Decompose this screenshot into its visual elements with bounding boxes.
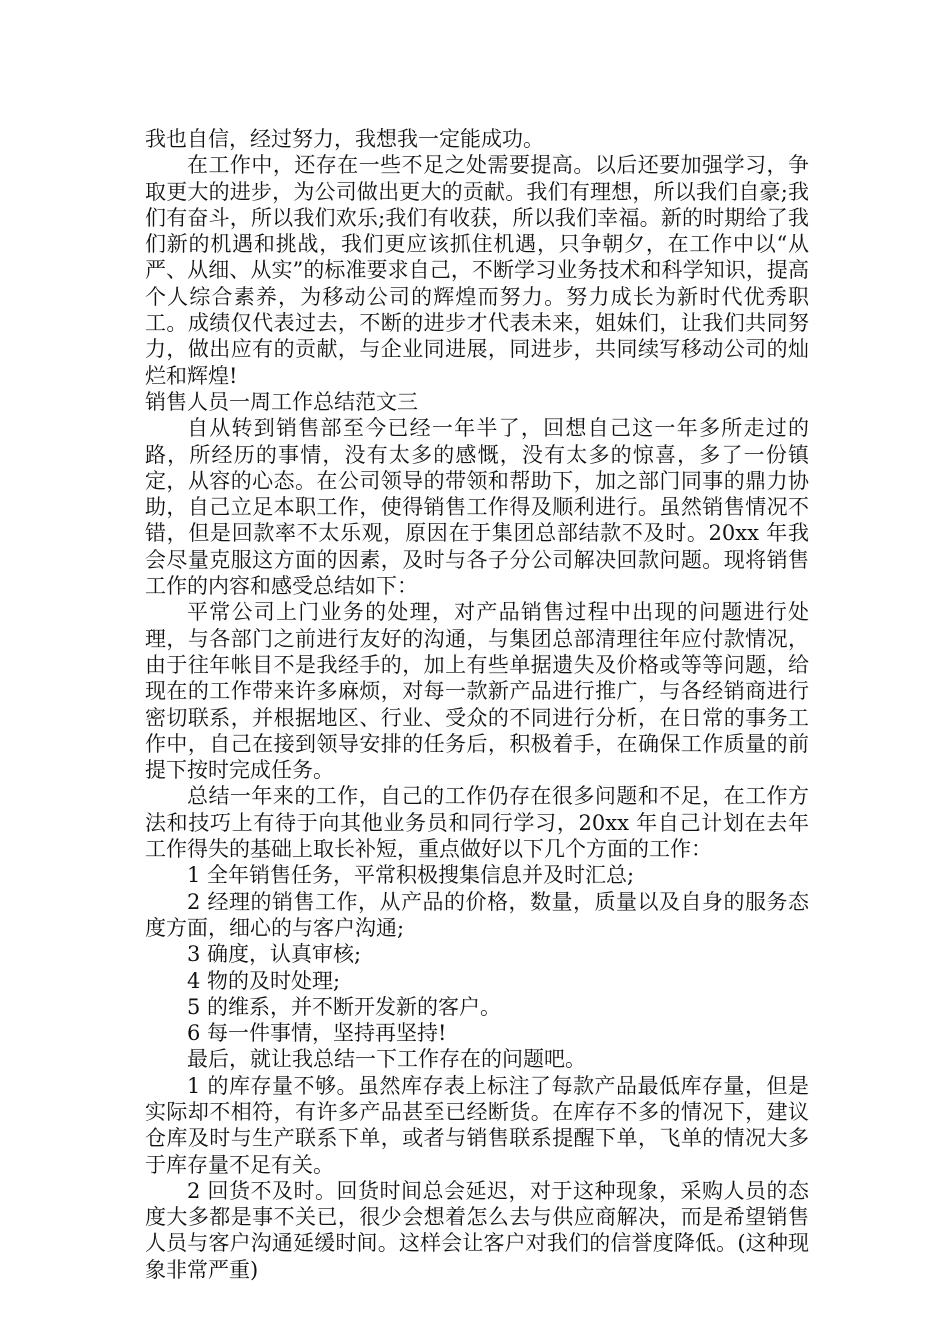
paragraph-daily-work: 平常公司上门业务的处理，对产品销售过程中出现的问题进行处理，与各部门之前进行友好的沟通，与集团总部清理往年应付款情况，由于往年帐目不是我经手的，加上有些单据遗失及价格或等等问题，给现在的工作带来许多麻烦，对每一款新产品进行推广，与各经销商进行密切联系，并根据地区、行业、受众的不同进行分析，在日常的事务工作中，自己在接到领导安排的任务后，积极着手，在确保工作质量的前提下按时完成任务。 bbox=[145, 600, 809, 783]
list-item-plan-4: 4 物的及时处理; bbox=[187, 968, 341, 993]
paragraph-continuation: 我也自信，经过努力，我想我一定能成功。 bbox=[145, 127, 544, 151]
document-page bbox=[145, 126, 809, 1283]
paragraph-improvement: 在工作中，还存在一些不足之处需要提高。以后还要加强学习，争取更大的进步，为公司做出更大的贡献。我们有理想，所以我们自豪;我们有奋斗，所以我们欢乐;我们有收获，所以我们幸福。新的时期给了我们新的机遇和挑战，我们更应该抓住机遇，只争朝夕，在工作中以“从严、从细、从实”的标准要求自己，不断学习业务技术和科学知识，提高个人综合素养，为移动公司的辉煌而努力。努力成长为新时代优秀职工。成绩仅代表过去，不断的进步才代表未来，姐妹们，让我们共同努力，做出应有的贡献，与企业同进展，同进步，共同续写移动公司的灿烂和辉煌! bbox=[145, 153, 809, 388]
list-item-plan-6: 6 每一件事情，坚持再坚持! bbox=[187, 1021, 447, 1046]
list-item-plan-3: 3 确度，认真审核; bbox=[187, 942, 362, 967]
section-heading: 销售人员一周工作总结范文三 bbox=[145, 389, 418, 414]
list-item-plan-2: 2 经理的销售工作，从产品的价格，数量，质量以及自身的服务态度方面，细心的与客户沟通; bbox=[145, 889, 809, 940]
list-item-problem-1: 1 的库存量不够。虽然库存表上标注了每款产品最低库存量，但是实际却不相符，有许多产品甚至已经断货。在库存不多的情况下，建议仓库及时与生产联系下单，或者与销售联系提醒下单，飞单的情况大多于库存量不足有关。 bbox=[145, 1073, 809, 1177]
paragraph-summary: 总结一年来的工作，自己的工作仍存在很多问题和不足，在工作方法和技巧上有待于向其他业务员和同行学习，20xx 年自己计划在去年工作得失的基础上取长补短，重点做好以下几个方面的工作： bbox=[145, 784, 809, 862]
paragraph-problems-intro: 最后，就让我总结一下工作存在的问题吧。 bbox=[187, 1047, 586, 1072]
list-item-plan-1: 1 全年销售任务，平常积极搜集信息并及时汇总; bbox=[187, 863, 635, 888]
list-item-problem-2: 2 回货不及时。回货时间总会延迟，对于这种现象，采购人员的态度大多都是事不关已，很少会想着怎么去与供应商解决，而是希望销售人员与客户沟通延缓时间。这样会让客户对我们的信誉度降低。(这种现象非常严重) bbox=[145, 1178, 809, 1282]
paragraph-intro: 自从转到销售部至今已经一年半了，回想自己这一年多所走过的路，所经历的事情，没有太多的感慨，没有太多的惊喜，多了一份镇定，从容的心态。在公司领导的带领和帮助下，加之部门同事的鼎力协助，自己立足本职工作，使得销售工作得及顺利进行。虽然销售情况不错，但是回款率不太乐观，原因在于集团总部结款不及时。20xx 年我会尽量克服这方面的因素，及时与各子分公司解决回款问题。现将销售工作的内容和感受总结如下： bbox=[145, 416, 809, 599]
list-item-plan-5: 5 的维系，并不断开发新的客户。 bbox=[187, 994, 502, 1019]
